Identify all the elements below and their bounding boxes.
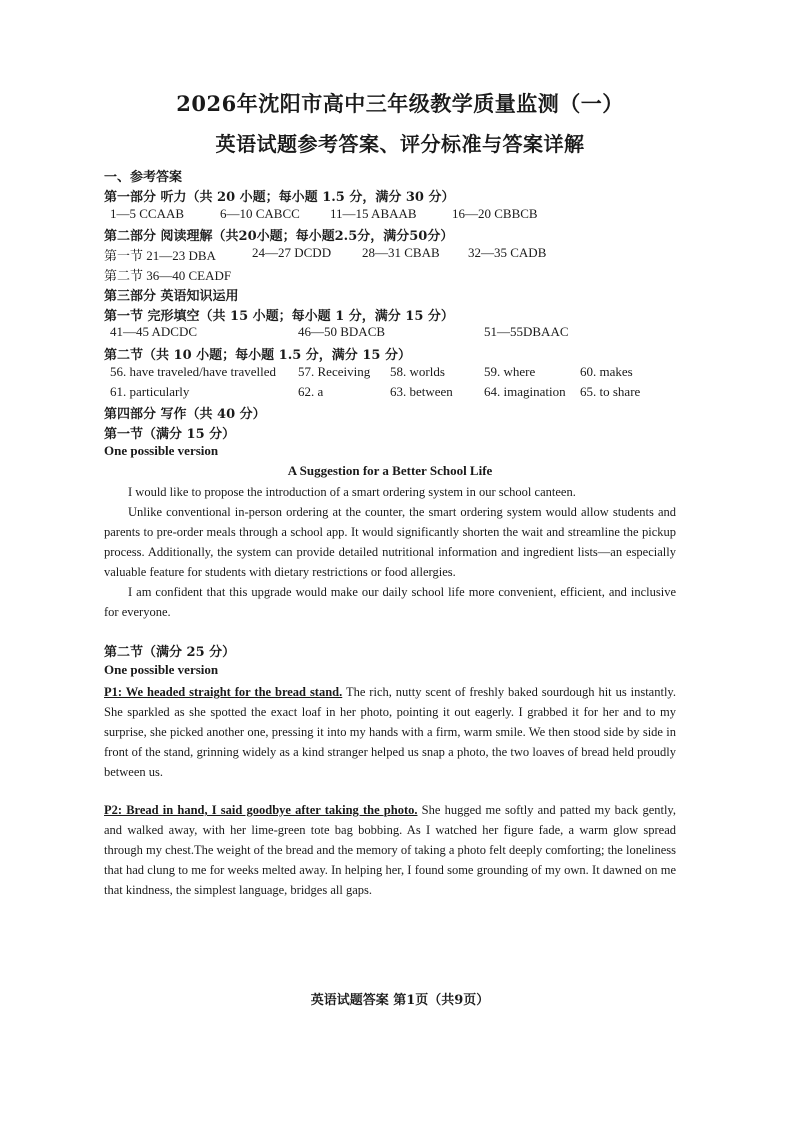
answer-group: 24—27 DCDD: [252, 245, 332, 260]
answer-group: 41—45 ADCDC: [110, 324, 198, 339]
answer-item: 63. between: [390, 384, 453, 399]
answer-item: 60. makes: [580, 364, 633, 379]
answer-item: 62. a: [298, 384, 324, 399]
page-subtitle: 英语试题参考答案、评分标准与答案详解: [215, 132, 585, 156]
page-footer: 英语试题答案 第1页（共9页）: [310, 993, 490, 1008]
answer-item: 59. where: [484, 364, 536, 379]
paragraph-lead-sentence: P1: We headed straight for the bread stand.: [104, 685, 343, 699]
answer-group: 28—31 CBAB: [362, 245, 440, 260]
essay-title: A Suggestion for a Better School Life: [287, 463, 493, 478]
answer-group: 第二节 36—40 CEADF: [104, 268, 232, 283]
part1-heading: 第一部分 听力（共 20 小题；每小题 1.5 分，满分 30 分）: [104, 190, 455, 205]
answer-item: 65. to share: [580, 384, 641, 399]
essay-paragraph: Unlike conventional in-person ordering at the counter, the smart ordering system would allow students and parents to pre-order meals through a school app. It would significantly shorten the wait and streamline the pickup process. Additionally, the system can provide detailed nutritional information and ingredient lists—an especially valuable feature for students with dietary restrictions or food allergies.: [104, 505, 676, 579]
answer-group: 46—50 BDACB: [298, 324, 386, 339]
answer-item: 58. worlds: [390, 364, 445, 379]
continuation-paragraph-1: [104, 682, 676, 782]
part3-section1-heading: 第一节 完形填空（共 15 小题；每小题 1 分，满分 15 分）: [104, 309, 454, 324]
page-title: 2026年沈阳市高中三年级教学质量监测（一）: [176, 91, 624, 116]
possible-version-label: One possible version: [104, 443, 219, 458]
paragraph-lead-sentence: P2: Bread in hand, I said goodbye after taking the photo.: [104, 803, 418, 817]
answer-item: 61. particularly: [110, 384, 190, 399]
possible-version-label: One possible version: [104, 662, 219, 677]
continuation-paragraph-2: [104, 800, 676, 900]
part2-heading: 第二部分 阅读理解（共20小题；每小题2.5分，满分50分）: [104, 229, 454, 244]
paragraph-body: She hugged me softly and patted my back gently, and walked away, with her lime-green tote bag bobbing. As I watched her figure fade, a warm glow spread through my chest.The weight of the bread and the memory of taking a photo felt deeply comforting; the loneliness that had clung to me for weeks melted away. In helping her, I found some grounding of my own. It dawned on me that kindness, the simplest language, bridges all gaps.: [104, 803, 676, 897]
answer-group: 51—55DBAAC: [484, 324, 569, 339]
answer-group: 16—20 CBBCB: [452, 206, 538, 221]
part3-section2-heading: 第二节（共 10 小题；每小题 1.5 分，满分 15 分）: [104, 348, 411, 363]
answer-group: 11—15 ABAAB: [330, 206, 417, 221]
paragraph-body: The rich, nutty scent of freshly baked sourdough hit us instantly. She sparkled as she spotted the exact loaf in her photo, pointing it out eagerly. I grabbed it for her and to my surprise, she picked another one, pressing it into my hands with a firm, warm smile. We then stood side by side in front of the stand, grinning widely as a kind stranger helped us snap a photo, the two loaves of bread held proudly between us.: [104, 685, 676, 779]
answer-group: 1—5 CCAAB: [110, 206, 185, 221]
answer-item: 57. Receiving: [298, 364, 371, 379]
part3-heading: 第三部分 英语知识运用: [104, 289, 239, 304]
answer-group: 32—35 CADB: [468, 245, 547, 260]
part4-heading: 第四部分 写作（共 40 分）: [104, 407, 266, 422]
answer-group: 6—10 CABCC: [220, 206, 300, 221]
answer-group: 第一节 21—23 DBA: [104, 248, 216, 263]
essay-paragraph: I am confident that this upgrade would make our daily school life more convenient, efficient, and inclusive for everyone.: [104, 585, 676, 619]
section-reference-heading: 一、参考答案: [104, 170, 183, 185]
part4-section2-heading: 第二节（满分 25 分）: [104, 645, 236, 660]
part4-section1-heading: 第一节（满分 15 分）: [104, 427, 236, 442]
answer-item: 64. imagination: [484, 384, 566, 399]
essay-paragraph: I would like to propose the introduction of a smart ordering system in our school canteen.: [128, 485, 576, 499]
answer-item: 56. have traveled/have travelled: [110, 364, 277, 379]
